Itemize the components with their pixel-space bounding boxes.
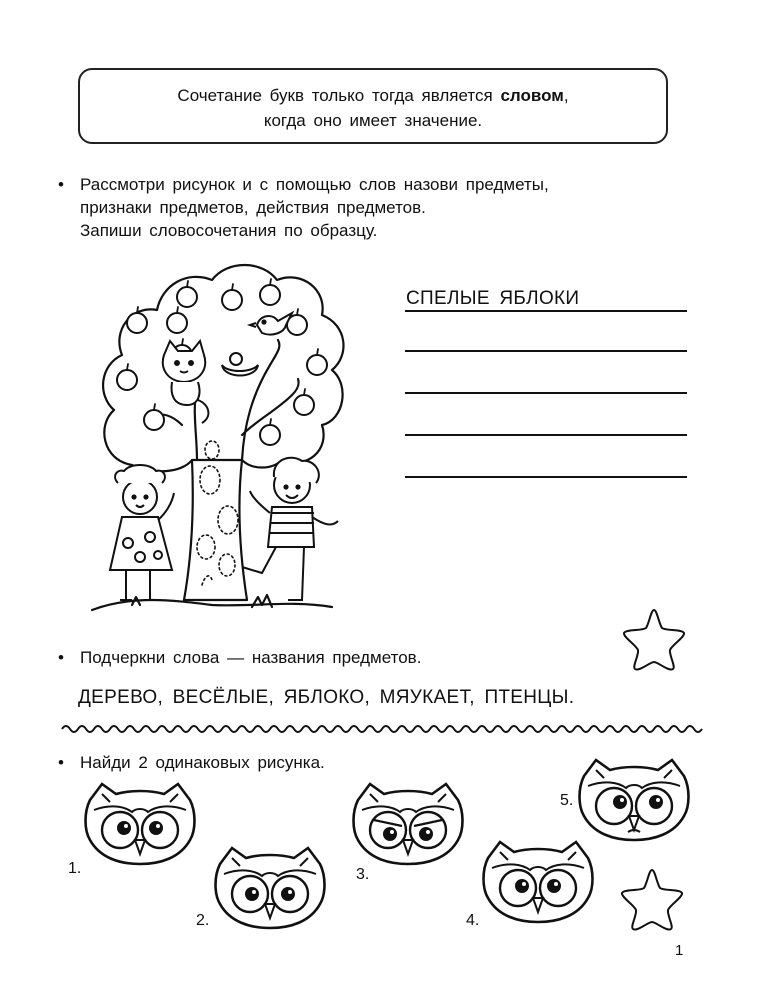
rule-punct: , <box>563 86 569 105</box>
task-underline-nouns <box>58 646 578 669</box>
rule-bold-word: словом <box>500 86 564 105</box>
rule-box <box>78 68 668 144</box>
owl-label: 3. <box>356 866 370 883</box>
owl-icon[interactable] <box>348 782 468 866</box>
owl-label: 1. <box>68 860 82 877</box>
owl-label: 4. <box>466 912 480 929</box>
answer-line[interactable] <box>405 434 687 436</box>
wavy-divider <box>62 722 694 736</box>
bullet: • <box>58 753 64 772</box>
rule-line-1 <box>80 83 666 108</box>
answer-sample: СПЕЛЫЕ ЯБЛОКИ <box>406 288 580 309</box>
answer-line[interactable] <box>405 476 687 478</box>
owl-icon[interactable] <box>80 782 200 866</box>
task-line: Найди 2 одинаковых рисунка. <box>80 753 325 772</box>
words-line[interactable]: ДЕРЕВО, ВЕСЁЛЫЕ, ЯБЛОКО, МЯУКАЕТ, ПТЕНЦЫ. <box>78 687 575 708</box>
apple-tree-illustration <box>92 255 352 615</box>
owl-icon[interactable] <box>210 846 330 930</box>
task-find-same <box>58 751 458 774</box>
star-icon[interactable] <box>619 606 689 672</box>
task-describe-picture <box>58 173 658 242</box>
answer-line <box>405 310 687 312</box>
task-line: Подчеркни слова — названия предметов. <box>80 648 422 667</box>
star-icon[interactable] <box>617 866 687 932</box>
bullet: • <box>58 648 64 667</box>
rule-line-2: когда оно имеет значение. <box>263 111 483 130</box>
page-number: 1 <box>675 942 684 959</box>
answer-line[interactable] <box>405 350 687 352</box>
task-line: Рассмотри рисунок и с помощью слов назови предметы, <box>80 175 549 194</box>
task-line: признаки предметов, действия предметов. <box>80 198 426 217</box>
owl-icon[interactable] <box>478 840 598 924</box>
owl-icon[interactable] <box>574 758 694 842</box>
task-line: Запиши словосочетания по образцу. <box>80 221 378 240</box>
owl-label: 2. <box>196 912 210 929</box>
bullet: • <box>58 175 64 194</box>
answer-line[interactable] <box>405 392 687 394</box>
owl-label: 5. <box>560 792 574 809</box>
rule-text: Сочетание букв только тогда является <box>177 86 501 105</box>
